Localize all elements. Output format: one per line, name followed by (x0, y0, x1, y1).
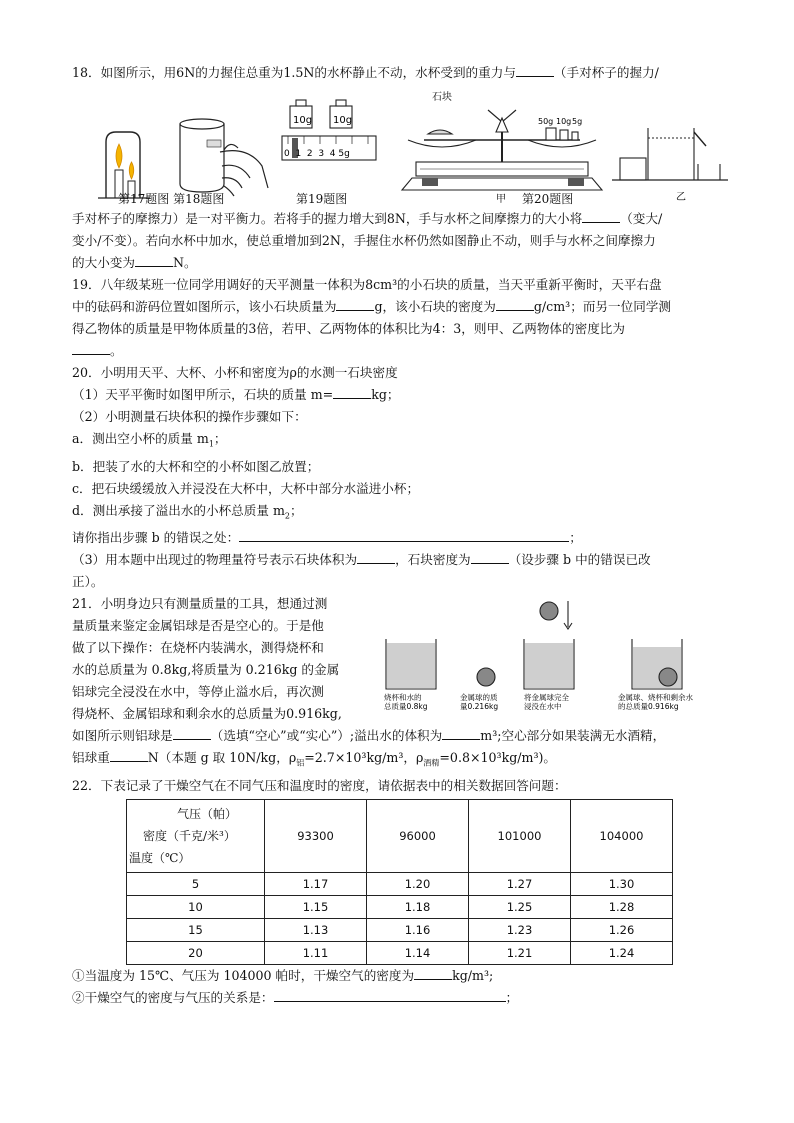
w50-label: 50g (538, 117, 554, 126)
q20-step-d (72, 500, 732, 528)
hand-cup-figure (180, 119, 268, 196)
w5-label: 5g (572, 117, 583, 126)
density-cell: 1.16 (367, 918, 469, 941)
q21-l7-text-c: m³;空心部分如果装满无水酒精， (480, 728, 666, 744)
q22-ans2 (72, 987, 732, 1009)
q22-ans2-end: ； (505, 989, 519, 1005)
w10-label: 10g (556, 117, 572, 126)
q21-block (72, 593, 732, 725)
q21-l4: 水的总质量为 0.8kg,将质量为 0.216kg 的金属 (72, 662, 340, 678)
density-cell: 1.15 (265, 895, 367, 918)
q21-blank-volume[interactable] (442, 725, 480, 740)
q20-s1-text: （1）天平平衡时如图甲所示，石块的质量 m= (72, 387, 334, 402)
density-cell: 1.14 (367, 941, 469, 964)
q21-l1: 21．小明身边只有测量质量的工具，想通过测 (72, 596, 328, 612)
q18-text-4: 的大小变为 (72, 255, 135, 270)
rho-alcohol-sub: 酒精 (423, 758, 440, 768)
temperature-cell: 10 (127, 895, 265, 918)
q19-text-2b: g，该小石块的密度为 (374, 299, 496, 314)
q20-ask-end: ； (569, 530, 582, 546)
q18-line2 (72, 208, 732, 230)
caption-20: 第20题图 (522, 192, 574, 206)
q21-l8-text: 铝球重 (72, 750, 110, 766)
q21-l7-text: 如图所示则铝球是 (72, 728, 173, 744)
q22-blank-density[interactable] (414, 965, 452, 980)
q19-blank-3[interactable] (72, 340, 110, 355)
q18-blank-2[interactable] (582, 208, 620, 223)
q22-ans1-text: ①当温度为 15℃、气压为 104000 帕时，干燥空气的密度为 (72, 967, 415, 983)
pressure-header: 93300 (265, 799, 367, 872)
q20-s3-text-c: （设步骤 b 中的错误已改 (508, 552, 651, 568)
temperature-cell: 5 (127, 872, 265, 895)
header-density: 密度（千克/米³） (143, 828, 236, 843)
temperature-cell: 15 (127, 918, 265, 941)
q19-line4 (72, 340, 732, 362)
temperature-cell: 20 (127, 941, 265, 964)
q19-line1: 19．八年级某班一位同学用调好的天平测量一体积为8cm³的小石块的质量，当天平重新平衡时，天平右盘 (72, 277, 662, 292)
q18-text: 18．如图所示，用6N的力握住总重为1.5N的水杯静止不动，水杯受到的重力与 (72, 65, 516, 80)
q18-blank-1[interactable] (516, 62, 554, 77)
density-cell: 1.30 (571, 872, 673, 895)
q18-text-2: 手对杯子的摩擦力）是一对平衡力。若将手的握力增大到8N，手与水杯之间摩擦力的大小将 (72, 211, 583, 226)
q20-ask (72, 527, 732, 549)
table-row (127, 872, 673, 895)
density-cell: 1.18 (367, 895, 469, 918)
q18-line4 (72, 252, 732, 274)
overflow-cup-figure (612, 128, 728, 180)
q21-blank-weight[interactable] (110, 747, 148, 762)
q20-blank-mass[interactable] (333, 384, 371, 399)
density-cell: 1.26 (571, 918, 673, 941)
q18-text-2b: （变大/ (620, 211, 663, 226)
density-table (126, 799, 673, 965)
q20-title: 20．小明用天平、大杯、小杯和密度为ρ的水测一石块密度 (72, 365, 398, 380)
pressure-header: 101000 (469, 799, 571, 872)
q21-text-column (72, 593, 364, 725)
q19-line2 (72, 296, 732, 318)
figures-17-20 (72, 88, 732, 206)
density-cell: 1.20 (367, 872, 469, 895)
q22-ans2-text: ②干燥空气的密度与气压的关系是： (72, 989, 274, 1005)
q19-blank-1[interactable] (336, 296, 374, 311)
q20-a-text: a．测出空小杯的质量 m (72, 431, 209, 446)
q19-text-4: 。 (110, 343, 123, 358)
ruler-ticks: 0 1 2 3 4 5g (284, 149, 350, 159)
q20-blank-error[interactable] (239, 527, 569, 542)
q18-blank-3[interactable] (135, 252, 173, 267)
pressure-header: 96000 (367, 799, 469, 872)
q21-l7-text-b: （选填“空心”或“实心”）;溢出水的体积为 (210, 728, 443, 744)
q21-l8-text-d: =0.8×10³kg/m³)。 (439, 750, 557, 766)
q21-l6: 得烧杯、金属铝球和剩余水的总质量为0.916kg, (72, 706, 342, 722)
density-cell: 1.21 (469, 941, 571, 964)
table-row (127, 895, 673, 918)
q20-a-end: ； (213, 431, 227, 446)
q21-l8-text-c: =2.7×10³kg/m³，ρ (304, 750, 424, 766)
table-row (127, 941, 673, 964)
q20-s1-unit: kg； (371, 387, 400, 402)
header-temperature: 温度（℃） (129, 850, 191, 865)
q19-line3: 得乙物体的质量是甲物体质量的3倍，若甲、乙两物体的体积比为4：3，则甲、乙两物体的密度比为 (72, 321, 625, 336)
jia-label: 甲 (496, 194, 506, 205)
q20-a-sub: 1 (208, 439, 214, 449)
q20-d-text: d．测出承接了溢出水的小杯总质量 m (72, 502, 285, 518)
q21-l5: 铝球完全浸没在水中，等停止溢水后，再次测 (72, 684, 324, 700)
q19-text-2: 中的砝码和游码位置如图所示，该小石块质量为 (72, 299, 337, 314)
q20-step-c: c．把石块缓缓放入并浸没在大杯中，大杯中部分水溢进小杯； (72, 480, 420, 496)
q20-step-a (72, 428, 732, 456)
q21-l8 (72, 747, 732, 775)
q20-s1 (72, 384, 732, 406)
density-cell: 1.17 (265, 872, 367, 895)
caption-19: 第19题图 (296, 192, 348, 206)
q22-blank-relation[interactable] (274, 987, 506, 1002)
fig-caption-4: 金属球、烧杯和剩余水的总质量0.916kg (618, 693, 693, 712)
yi-label: 乙 (676, 192, 686, 203)
q21-l3: 做了以下操作：在烧杯内装满水，测得烧杯和 (72, 640, 324, 656)
fig-caption-1: 烧杯和水的总质量0.8kg (384, 693, 428, 712)
pressure-header: 104000 (571, 799, 673, 872)
q20-blank-volume[interactable] (357, 549, 395, 564)
density-cell: 1.28 (571, 895, 673, 918)
q19-blank-2[interactable] (496, 296, 534, 311)
q20-s3-text-b: ，石块密度为 (395, 552, 471, 568)
q18-text-1b: （手对杯子的握力/ (553, 65, 659, 80)
q21-l8-text-b: N（本题 g 取 10N/kg，ρ (147, 750, 297, 766)
q20-blank-density[interactable] (471, 549, 509, 564)
density-cell: 1.11 (265, 941, 367, 964)
stone-label: 石块 (432, 92, 452, 103)
q21-l7 (72, 725, 732, 747)
q20-s3-end: 正）。 (72, 574, 104, 590)
table-row (127, 918, 673, 941)
fig-caption-2: 金属球的质量0.216kg (460, 693, 499, 712)
density-cell: 1.25 (469, 895, 571, 918)
q18-text-4b: N。 (172, 255, 197, 270)
rho-al-sub: 铝 (296, 758, 305, 768)
q18-line1 (72, 62, 732, 84)
density-cell: 1.23 (469, 918, 571, 941)
weight-label-2: 10g (333, 115, 353, 126)
q22-ans1 (72, 965, 732, 987)
q20-d-end: ； (290, 502, 303, 518)
q21-blank-hollow[interactable] (173, 725, 211, 740)
q21-l2: 量质量来鉴定金属铝球是否是空心的。于是他 (72, 618, 324, 634)
fig-caption-3: 将金属球完全浸没在水中 (524, 693, 569, 712)
q20-ask-text: 请你指出步骤 b 的错误之处： (72, 530, 240, 546)
table-corner-cell (127, 799, 265, 872)
density-cell: 1.13 (265, 918, 367, 941)
q22-title: 22．下表记录了干燥空气在不同气压和温度时的密度，请依据表中的相关数据回答问题： (72, 777, 567, 793)
q20-step-b: b．把装了水的大杯和空的小杯如图乙放置； (72, 458, 320, 474)
q19-text-2c: g/cm³；而另一位同学测 (533, 299, 671, 314)
density-cell: 1.24 (571, 941, 673, 964)
q22-ans1-unit: kg/m³; (452, 967, 494, 983)
q20-d-sub: 2 (284, 511, 291, 521)
q20-s3 (72, 549, 732, 571)
q21-figure (382, 597, 732, 715)
q20-s2: （2）小明测量石块体积的操作步骤如下： (72, 409, 307, 424)
q18-line3: 变小/不变）。若向水杯中加水，使总重增加到2N，手握住水杯仍然如图静止不动，则手与水杯之间摩擦力 (72, 233, 656, 248)
caption-17-18: 第17题图 第18题图 (118, 192, 225, 206)
exam-page (72, 62, 732, 1009)
table-header-row (127, 799, 673, 872)
q20-s3-text: （3）用本题中出现过的物理量符号表示石块体积为 (72, 552, 358, 568)
header-pressure: 气压（帕） (177, 806, 238, 821)
weight-label-1: 10g (293, 115, 313, 126)
density-cell: 1.27 (469, 872, 571, 895)
